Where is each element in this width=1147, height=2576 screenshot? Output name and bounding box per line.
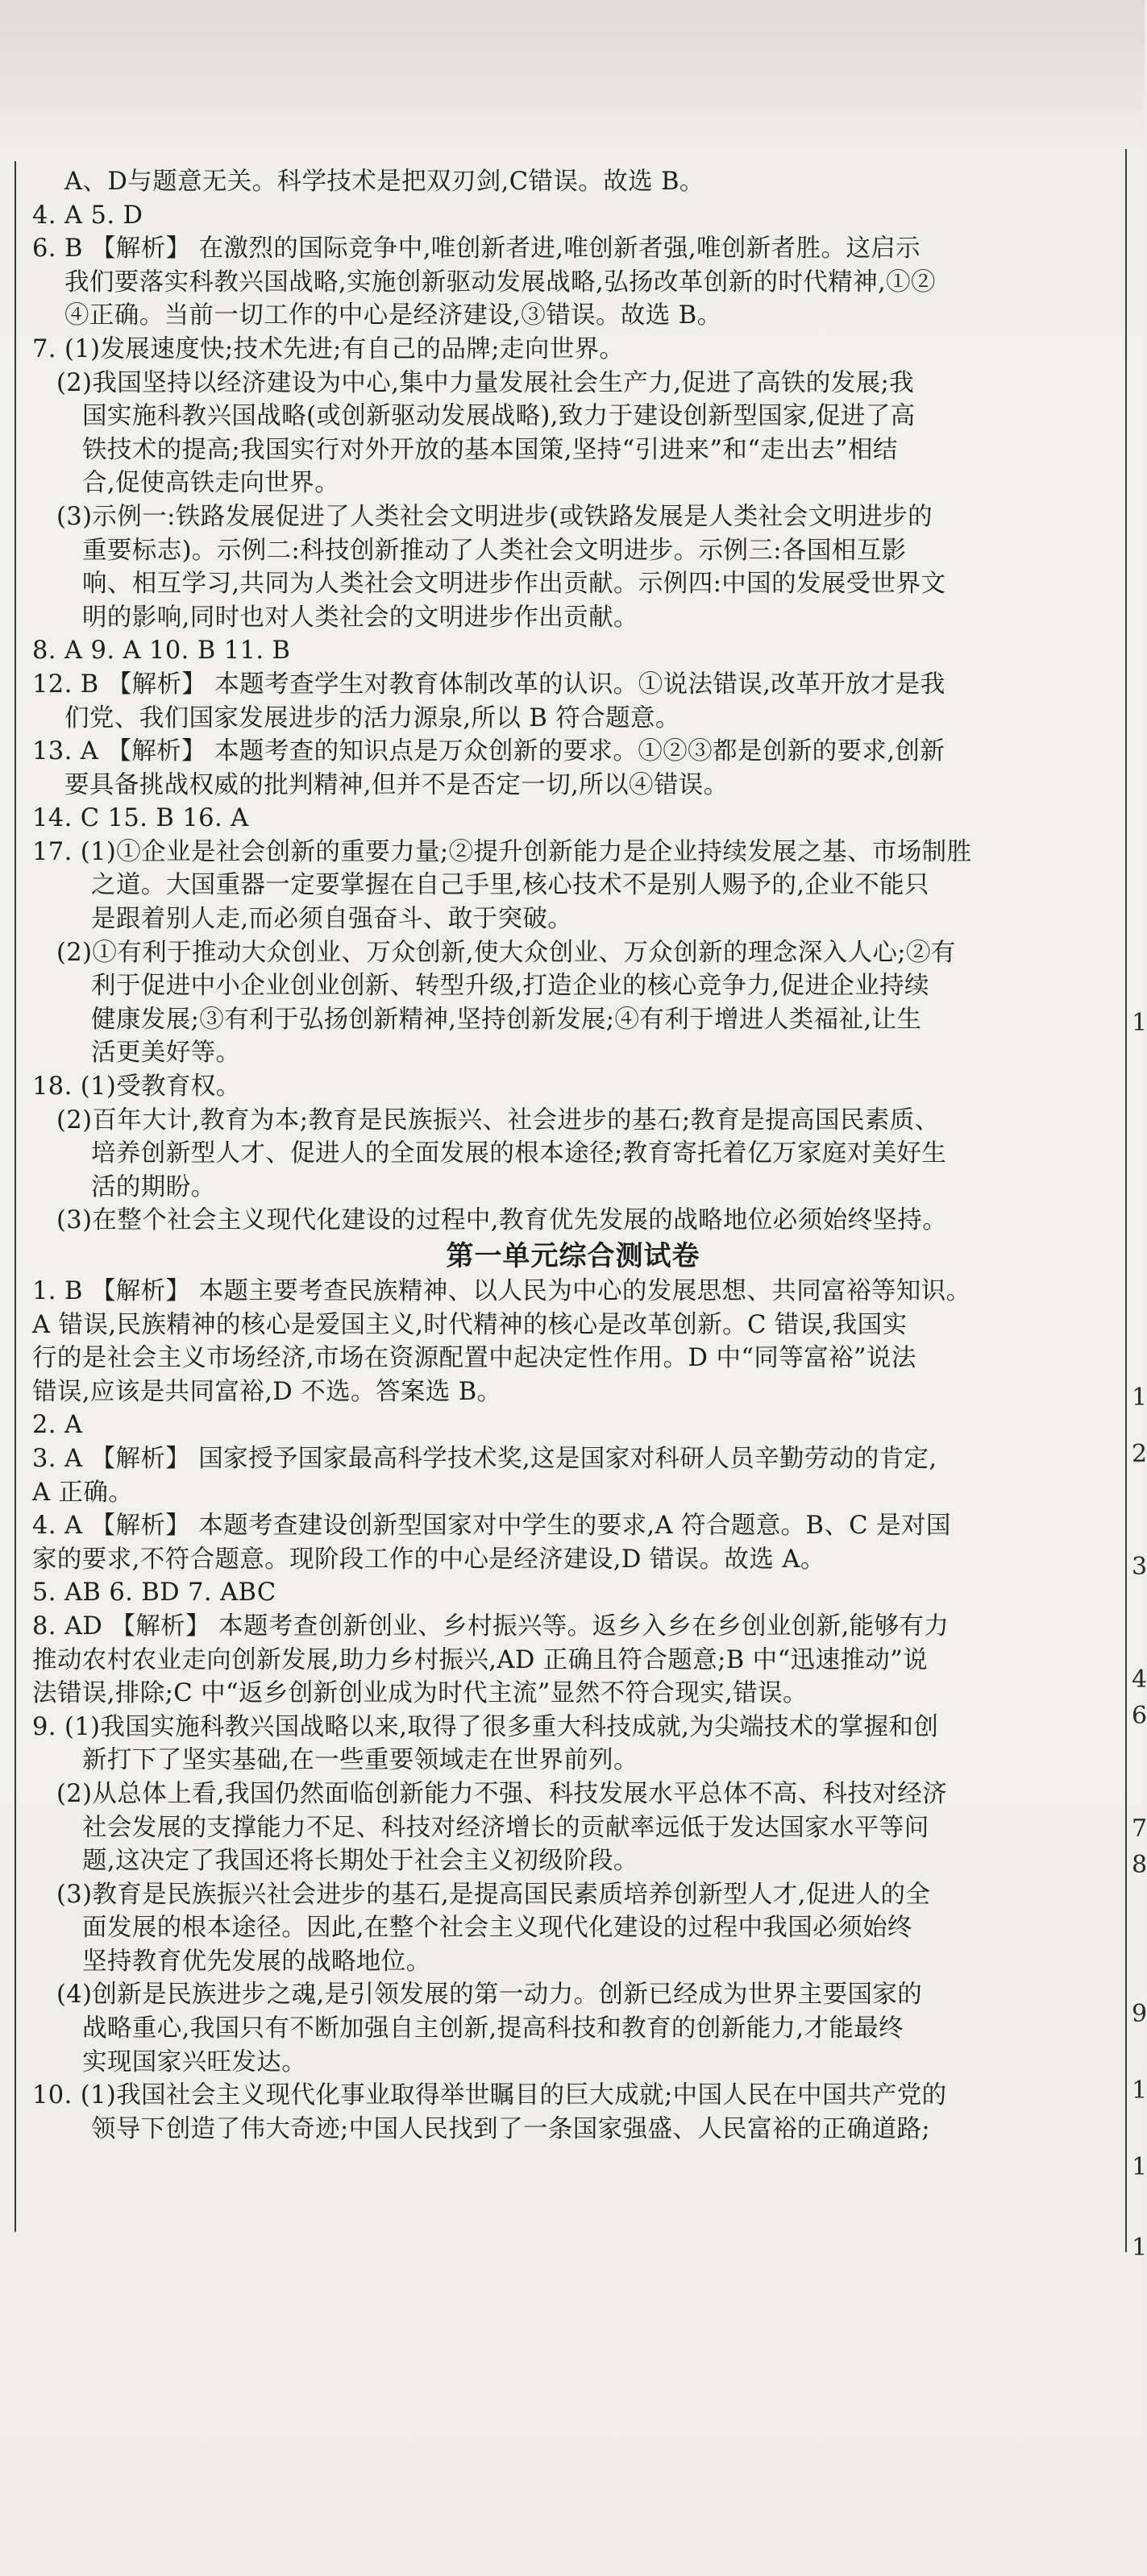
text-line: 重要标志)。示例二:科技创新推动了人类社会文明进步。示例三:各国相互影 <box>82 536 907 565</box>
adjacent-page-marker: 9 <box>1132 2000 1147 2028</box>
text-line: 培养创新型人才、促进人的全面发展的根本途径;教育寄托着亿万家庭对美好生 <box>91 1139 947 1168</box>
text-line: 我们要落实科教兴国战略,实施创新驱动发展战略,弘扬改革创新的时代精神,①② <box>64 268 936 297</box>
text-line: (2)百年大计,教育为本;教育是民族振兴、社会进步的基石;教育是提高国民素质、 <box>56 1105 940 1135</box>
adjacent-page-marker: 8 <box>1132 1851 1147 1879</box>
text-line: 之道。大国重器一定要掌握在自己手里,核心技术不是别人赐予的,企业不能只 <box>91 871 929 900</box>
text-line: (4)创新是民族进步之魂,是引领发展的第一动力。创新已经成为世界主要国家的 <box>56 1981 923 2010</box>
left-margin-rule <box>15 161 16 2232</box>
text-line: 4. A 【解析】 本题考查建设创新型国家对中学生的要求,A 符合题意。B、C 是对国 <box>32 1512 951 1541</box>
text-line: 实现国家兴旺发达。 <box>82 2047 307 2076</box>
text-line: 题,这决定了我国还将长期处于社会主义初级阶段。 <box>82 1847 638 1876</box>
text-line: 18. (1)受教育权。 <box>32 1072 241 1101</box>
adjacent-page-marker: 7 <box>1132 1815 1147 1843</box>
adjacent-page-marker: 6 <box>1132 1702 1147 1730</box>
text-line: 健康发展;③有利于弘扬创新精神,坚持创新发展;④有利于增进人类福祉,让生 <box>91 1005 922 1034</box>
text-line: 面发展的根本途径。因此,在整个社会主义现代化建设的过程中我国必须始终 <box>82 1914 912 1943</box>
text-line: (3)在整个社会主义现代化建设的过程中,教育优先发展的战略地位必须始终坚持。 <box>56 1206 948 1235</box>
text-line: 4. A 5. D <box>32 201 143 230</box>
text-line: 社会发展的支撑能力不足、科技对经济增长的贡献率远低于发达国家水平等问 <box>82 1813 929 1842</box>
section-title: 第一单元综合测试卷 <box>446 1240 700 1272</box>
text-line: 3. A 【解析】 国家授予国家最高科学技术奖,这是国家对科研人员辛勤劳动的肯定, <box>32 1444 937 1473</box>
text-line: (3)示例一:铁路发展促进了人类社会文明进步(或铁路发展是人类社会文明进步的 <box>56 502 933 531</box>
text-line: A 错误,民族精神的核心是爱国主义,时代精神的核心是改革创新。C 错误,我国实 <box>32 1310 908 1339</box>
text-line: 领导下创造了伟大奇迹;中国人民找到了一条国家强盛、人民富裕的正确道路; <box>91 2114 931 2143</box>
text-line: 活的期盼。 <box>91 1172 216 1201</box>
text-line: 13. A 【解析】 本题考查的知识点是万众创新的要求。①②③都是创新的要求,创新 <box>32 737 945 766</box>
text-line: 们党、我们国家发展进步的活力源泉,所以 B 符合题意。 <box>64 703 680 732</box>
text-line: (3)教育是民族振兴社会进步的基石,是提高国民素质培养创新型人才,促进人的全 <box>56 1880 931 1909</box>
text-line: 9. (1)我国实施科教兴国战略以来,取得了很多重大科技成就,为尖端技术的掌握和创 <box>32 1712 939 1741</box>
text-line: 5. AB 6. BD 7. ABC <box>32 1578 276 1607</box>
text-line: 战略重心,我国只有不断加强自主创新,提高科技和教育的创新能力,才能最终 <box>82 2014 904 2043</box>
text-line: 利于促进中小企业创业创新、转型升级,打造企业的核心竞争力,促进企业持续 <box>91 972 929 1001</box>
text-line: 1. B 【解析】 本题主要考查民族精神、以人民为中心的发展思想、共同富裕等知识。 <box>32 1277 971 1305</box>
adjacent-page-marker: 1 <box>1132 2076 1147 2105</box>
text-line: 是跟着别人走,而必须自强奋斗、敢于突破。 <box>91 905 573 934</box>
text-line: 17. (1)①企业是社会创新的重要力量;②提升创新能力是企业持续发展之基、市场制胜 <box>32 837 972 866</box>
text-line: 6. B 【解析】 在激烈的国际竞争中,唯创新者进,唯创新者强,唯创新者胜。这启示 <box>32 234 921 263</box>
adjacent-page-marker: 1 <box>1132 2153 1147 2181</box>
text-line: 12. B 【解析】 本题考查学生对教育体制改革的认识。①说法错误,改革开放才是我 <box>32 670 945 699</box>
right-margin-rule <box>1125 149 1127 2252</box>
text-line: 7. (1)发展速度快;技术先进;有自己的品牌;走向世界。 <box>32 334 625 363</box>
text-line: 合,促使高铁走向世界。 <box>82 469 340 498</box>
text-line: 10. (1)我国社会主义现代化事业取得举世瞩目的巨大成就;中国人民在中国共产党的 <box>32 2081 947 2110</box>
text-line: (2)我国坚持以经济建设为中心,集中力量发展社会生产力,促进了高铁的发展;我 <box>56 368 915 397</box>
text-line: 明的影响,同时也对人类社会的文明进步作出贡献。 <box>82 603 638 632</box>
adjacent-page-marker: 1 <box>1132 2234 1147 2262</box>
adjacent-page-marker: 1 <box>1132 1009 1147 1037</box>
answer-key-text <box>32 165 1114 2146</box>
text-line: (2)从总体上看,我国仍然面临创新能力不强、科技发展水平总体不高、科技对经济 <box>56 1779 948 1808</box>
text-line: 坚持教育优先发展的战略地位。 <box>82 1947 431 1976</box>
text-line: 活更美好等。 <box>91 1039 241 1068</box>
text-line: 8. AD 【解析】 本题考查创新创业、乡村振兴等。返乡入乡在乡创业创新,能够有力 <box>32 1612 950 1641</box>
text-line: 行的是社会主义市场经济,市场在资源配置中起决定性作用。D 中“同等富裕”说法 <box>32 1344 916 1373</box>
text-line: 8. A 9. A 10. B 11. B <box>32 637 291 666</box>
page-top-margin <box>0 0 1145 161</box>
text-line: 推动农村农业走向创新发展,助力乡村振兴,AD 正确且符合题意;B 中“迅速推动”说 <box>32 1645 929 1674</box>
text-line: A、D与题意无关。科学技术是把双刃剑,C错误。故选 B。 <box>64 168 704 196</box>
adjacent-page-marker: 4 <box>1132 1665 1147 1694</box>
text-line: (2)①有利于推动大众创业、万众创新,使大众创业、万众创新的理念深入人心;②有 <box>56 938 956 967</box>
text-line: 国实施科教兴国战略(或创新驱动发展战略),致力于建设创新型国家,促进了高 <box>82 402 916 431</box>
text-line: 铁技术的提高;我国实行对外开放的基本国策,坚持“引进来”和“走出去”相结 <box>82 435 898 464</box>
adjacent-page-marker: 2 <box>1132 1440 1147 1468</box>
text-line: ④正确。当前一切工作的中心是经济建设,③错误。故选 B。 <box>64 301 722 330</box>
text-line: 法错误,排除;C 中“返乡创新创业成为时代主流”显然不符合现实,错误。 <box>32 1679 808 1708</box>
text-line: 错误,应该是共同富裕,D 不选。答案选 B。 <box>32 1377 502 1406</box>
adjacent-page-marker: 3 <box>1132 1553 1147 1581</box>
text-line: A 正确。 <box>32 1478 134 1507</box>
text-line: 家的要求,不符合题意。现阶段工作的中心是经济建设,D 错误。故选 A。 <box>32 1545 825 1574</box>
text-line: 2. A <box>32 1411 83 1440</box>
text-line: 要具备挑战权威的批判精神,但并不是否定一切,所以④错误。 <box>64 770 729 799</box>
text-line: 响、相互学习,共同为人类社会文明进步作出贡献。示例四:中国的发展受世界文 <box>82 570 946 599</box>
text-line: 14. C 15. B 16. A <box>32 804 249 833</box>
text-line: 新打下了坚实基础,在一些重要领域走在世界前列。 <box>82 1746 638 1775</box>
adjacent-page-marker: 1 <box>1132 1383 1147 1412</box>
